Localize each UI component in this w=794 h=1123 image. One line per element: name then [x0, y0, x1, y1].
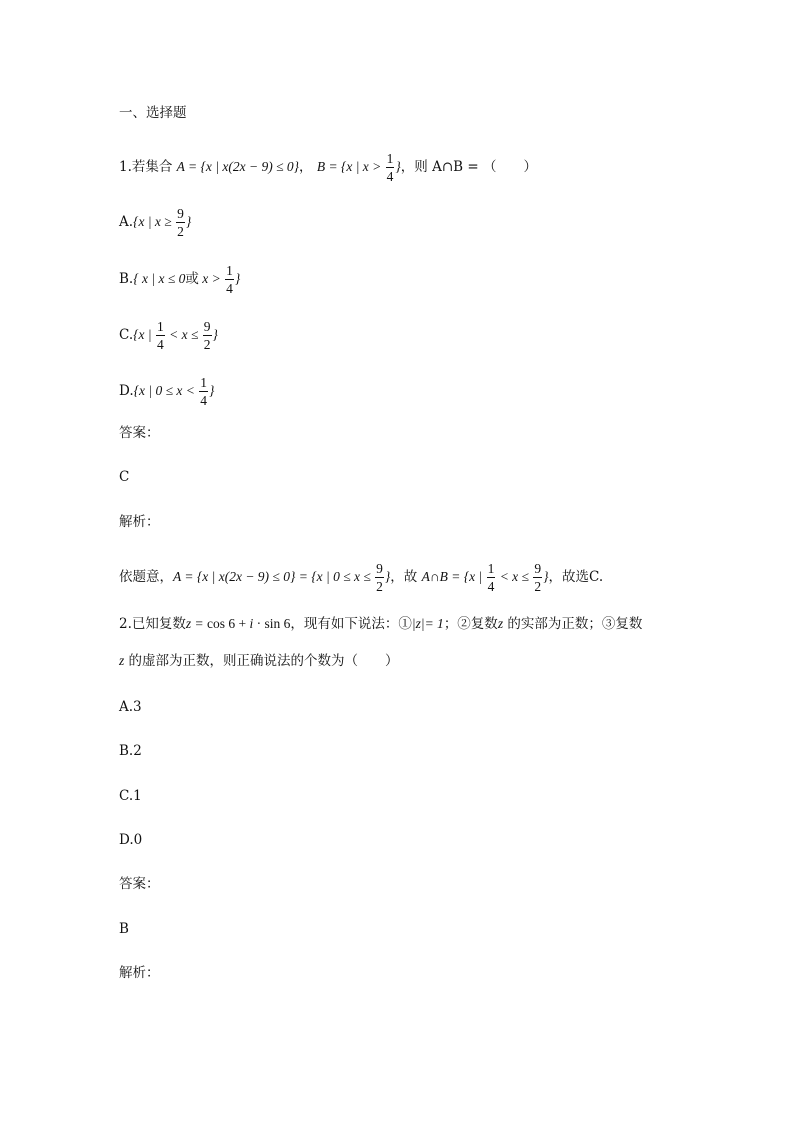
option-label: D. — [119, 383, 134, 399]
q1-answer-label: 答案： — [119, 425, 160, 441]
q2-option-b: B.2 — [119, 743, 142, 759]
section-title: 一、选择题 — [119, 105, 187, 121]
q1-frac-den: 4 — [386, 169, 394, 184]
question-2-stem-line2: z 的虚部为正数，则正确说法的个数为（ ） — [119, 653, 399, 669]
q1-analysis-label: 解析： — [119, 514, 160, 530]
q1-option-a: A.{x | x ≥ $\frac{9}{2}$ } — [119, 206, 192, 239]
q1-option-d: D.{x | 0 ≤ x < $\frac{1}{4}$ } — [119, 375, 215, 408]
q1-tail: ，则 A∩B = （ ） — [400, 159, 537, 175]
q2-option-a: A.3 — [119, 699, 142, 715]
q1-comma: ， — [299, 159, 317, 175]
q1-option-c: C.{x | $\frac{1}{4}$ < x ≤ $\frac{9}{2}$ } — [119, 319, 218, 352]
frac: $\frac{1}{4}$ — [200, 375, 208, 408]
frac: $\frac{1}{4}$ — [157, 319, 164, 352]
question-2-stem-line1: 2.已知复数z = cos 6 + i · sin 6，现有如下说法：①|z|= 1；②复数z 的实部为正数；③复数 — [119, 616, 643, 632]
q2-answer: B — [119, 921, 129, 937]
q2-option-c: C.1 — [119, 788, 142, 804]
frac: $\frac{1}{4}$ — [226, 263, 233, 296]
q1-set-b-post: } — [395, 159, 401, 174]
q2-option-d: D.0 — [119, 832, 143, 848]
option-label: C. — [119, 327, 134, 343]
q1-frac-num: 1 — [386, 151, 394, 166]
q1-analysis: 依题意，A = {x | x(2x − 9) ≤ 0} = {x | 0 ≤ x ≤ $\frac{9}{2}$ }，故 A∩B = {x | $\frac{1}{4}$ < x ≤ $\frac{9}{2}$ }，故选C. — [119, 561, 604, 594]
q1-set-b-pre: B = {x | x > — [316, 159, 385, 174]
option-label: B. — [119, 271, 134, 287]
q1-option-b: B.{ x | x ≤ 0或 x > $\frac{1}{4}$ } — [119, 263, 241, 296]
q1-set-a: A = {x | x(2x − 9) ≤ 0} — [176, 159, 300, 174]
option-label: A. — [119, 214, 134, 230]
q1-prefix: 1.若集合 — [119, 159, 177, 175]
question-1-stem — [119, 150, 537, 185]
q1-fraction — [386, 150, 395, 185]
q2-analysis-label: 解析： — [119, 965, 160, 981]
q2-answer-label: 答案： — [119, 876, 160, 892]
frac: $\frac{9}{2}$ — [177, 206, 184, 239]
q1-answer: C — [119, 469, 130, 485]
frac: $\frac{9}{2}$ — [203, 319, 211, 352]
